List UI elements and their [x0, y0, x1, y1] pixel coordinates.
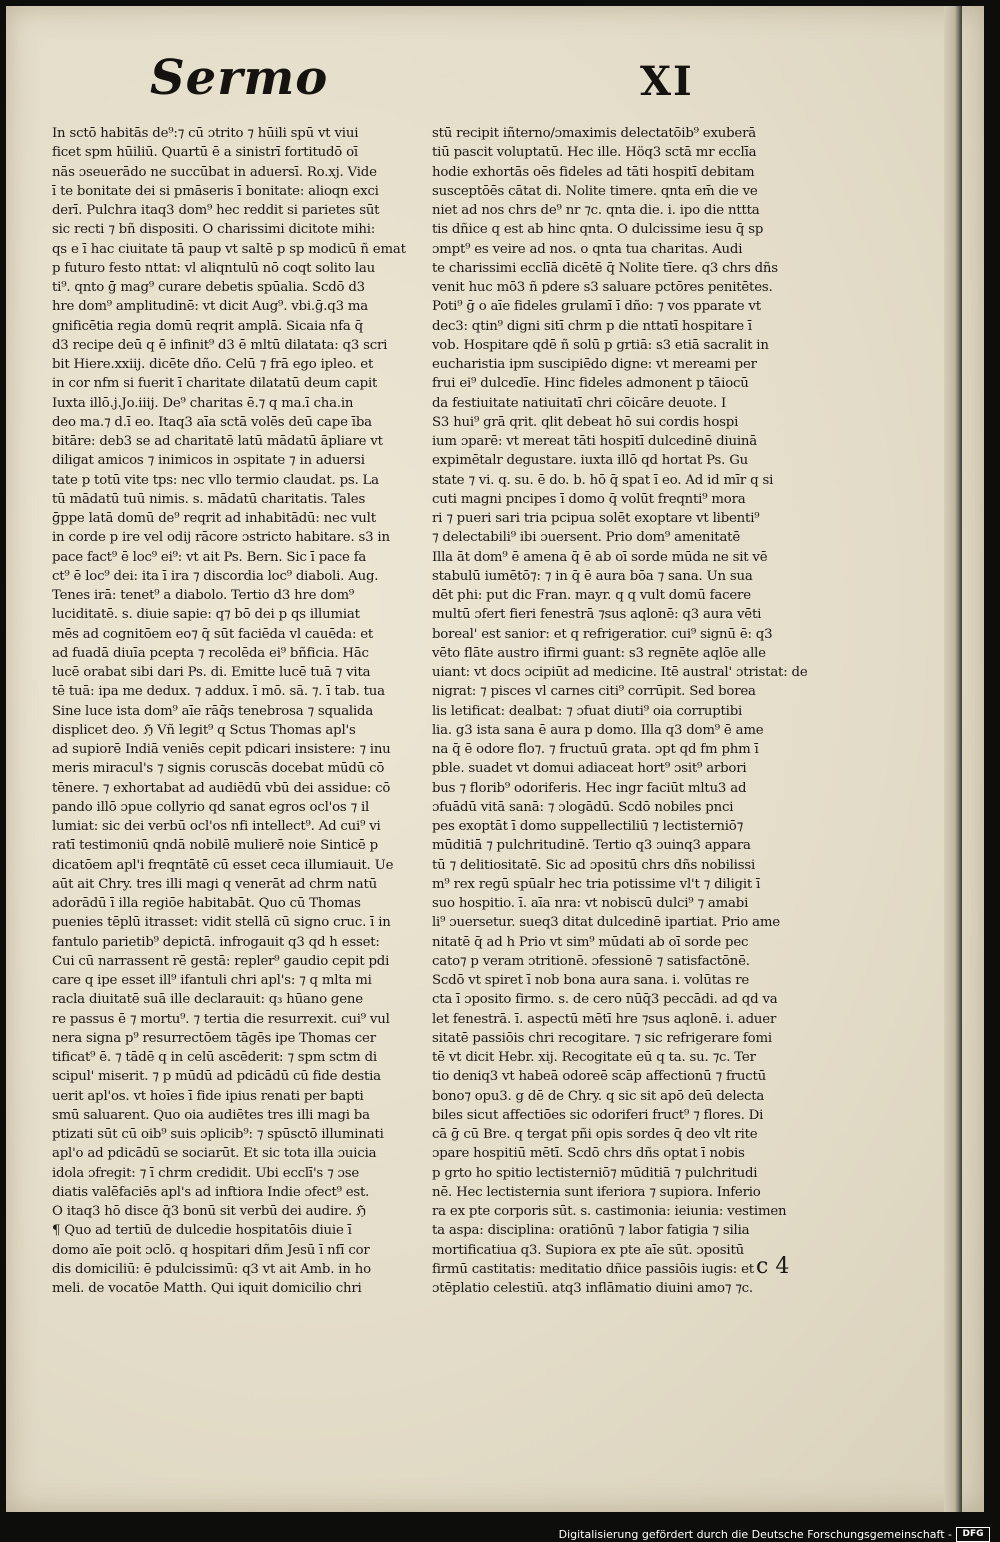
text-line: mēs ad cognitōem eo⁊ q̄ sūt faciēda vl cauēda: et — [52, 626, 374, 642]
text-line: ct⁹ ē loc⁹ dei: ita ī ira ⁊ discordia loc⁹ diaboli. Aug. — [52, 568, 379, 584]
text-line: ri ⁊ pueri sari tria pcipua solēt exoptare vt libenti⁹ — [432, 511, 760, 526]
text-line: bus ⁊ florib⁹ odoriferis. Hec ingr faciūt mltu3 ad — [432, 780, 747, 796]
leaf-number: XI — [640, 58, 694, 105]
text-line: pando illō ɔpue collyrio qd sanat egros ocl'os ⁊ il — [52, 799, 370, 815]
text-line: bit Hiere.xxiij. dicēte dño. Celū ⁊ frā ego ipleo. et — [52, 357, 374, 372]
text-line: let fenestrā. ī. aspectū mētī hre ⁊sus aqlonē. i. aduer — [432, 1011, 777, 1027]
text-line: biles sicut affectiōes sic odoriferi fruct⁹ ⁊ flores. Di — [432, 1107, 764, 1123]
text-line: ra ex pte corporis sūt. s. castimonia: ieiunia: vestimen — [432, 1204, 787, 1219]
text-line: uerit apl'os. vt hoīes ī fide ipius renati per bapti — [52, 1088, 364, 1104]
text-line: adorādū ī illa regiōe habitabāt. Quo cū Thomas — [52, 896, 361, 911]
text-line: In sctō habitās de⁹:⁊ cū ɔtrito ⁊ hūili spū vt viui — [52, 126, 359, 141]
text-line: qs e ī hac ciuitate tā paup vt saltē p sp modicū ñ emat — [52, 241, 406, 257]
text-line: O itaq3 hō disce q̄3 bonū sit verbū dei audire. ℌ — [52, 1204, 366, 1219]
text-line: derī. Pulchra itaq3 dom⁹ hec reddit si parietes sūt — [52, 203, 380, 218]
text-line: vob. Hospitare qdē ñ solū p grtiā: s3 etiā sacralit in — [432, 337, 769, 353]
text-line: in cor nfm si fuerit ī charitate dilatatū deum capit — [52, 376, 378, 392]
text-line: lucē orabat sibi dari Ps. di. Emitte lucē tuā ⁊ vita — [52, 665, 371, 680]
text-line: state ⁊ vi. q. su. ē do. b. hō q̄ spat ī eo. Ad id mīr q si — [432, 472, 774, 488]
text-line: tate p totū vite tps: nec vllo termio claudat. ps. La — [52, 472, 379, 488]
text-line: nigrat: ⁊ pisces vl carnes citi⁹ corrūpit. Sed borea — [432, 684, 756, 700]
signature-mark: c 4 — [756, 1254, 790, 1279]
text-line: hre dom⁹ amplitudinē: vt dicit Aug⁹. vbi.ḡ.q3 ma — [52, 299, 369, 315]
text-line: dēt phi: put dic Fran. mayr. q q vult domū facere — [432, 588, 751, 603]
text-line: pble. suadet vt domui adiaceat hort⁹ ɔsit⁹ arbori — [432, 761, 747, 777]
text-line: ɔmpt⁹ es veire ad nos. o qnta tua charitas. Audi — [432, 241, 743, 257]
text-line: Scdō vt spiret ī nob bona aura sana. i. volūtas re — [432, 973, 750, 988]
text-line: stū recipit iñterno/ɔmaximis delectatōib⁹ exuberā — [432, 126, 756, 141]
text-line: ɔtēplatio celestiū. atq3 inflāmatio diuini amo⁊ ⁊c. — [432, 1281, 753, 1296]
text-line: susceptōēs cātat di. Nolite timere. qnta em̄ die ve — [432, 183, 758, 199]
text-line: hodie exhortās oēs fideles ad tāti hospitī debitam — [432, 164, 755, 180]
left-text-column — [52, 124, 447, 1298]
text-line: Sine luce ista dom⁹ aīe rāq̄s tenebrosa ⁊ squalida — [52, 703, 374, 719]
text-line: tē vt dicit Hebr. xij. Recogitate eū q ta. su. ⁊c. Ter — [432, 1050, 756, 1065]
text-line: ad supiorē Indiā veniēs cepit pdicari insistere: ⁊ inu — [52, 742, 391, 757]
text-line: cta ī ɔposito firmo. s. de cero nūq̄3 peccādi. ad qd va — [432, 992, 778, 1008]
text-line: fantulo parietib⁹ depictā. infrogauit q3 qd h esset: — [52, 934, 380, 950]
text-line: apl'o ad pdicādū se sociarūt. Et sic tota illa ɔuicia — [52, 1146, 377, 1162]
footer-credit: Digitalisierung gefördert durch die Deutsche Forschungsgemeinschaft - — [558, 1528, 952, 1541]
text-line: ficet spm hūiliū. Quartū ē a sinistrī fortitudō oī — [52, 145, 358, 161]
text-line: m⁹ rex regū spūalr hec tria potissime vl't ⁊ diligit ī — [432, 876, 761, 892]
text-line: vēto flāte austro ifirmi guant: s3 regnēte aqlōe alle — [432, 645, 766, 661]
text-line: tē tuā: ipa me dedux. ⁊ addux. ī mō. sā. ⁊. ī tab. tua — [52, 684, 385, 700]
text-line: in corde p ire vel odij rācore ɔstricto habitare. s3 in — [52, 530, 390, 546]
text-line: p grto ho spitio lectisterniō⁊ mūditiā ⁊ pulchritudi — [432, 1165, 758, 1181]
text-line: ḡppe latā domū de⁹ reqrit ad inhabitādū: nec vult — [52, 511, 376, 526]
running-title: Sermo — [150, 50, 329, 106]
text-line: Tenes irā: tenet⁹ a diabolo. Tertio d3 hre dom⁹ — [52, 588, 354, 603]
text-line: care q ipe esset ill⁹ ifantuli chri apl's: ⁊ q mlta mi — [52, 973, 372, 988]
text-line: stabulū iumētō⁊: ⁊ in q̄ ē aura bōa ⁊ sana. Un sua — [432, 568, 753, 584]
text-line: lis letificat: dealbat: ⁊ ɔfuat diuti⁹ oia corruptibi — [432, 703, 743, 719]
text-line: S3 hui⁹ grā qrit. qlit debeat hō sui cordis hospi — [432, 414, 739, 430]
text-line: meris miracul's ⁊ signis coruscās docebat mūdū cō — [52, 761, 385, 777]
text-line: tū ⁊ delitiositatē. Sic ad ɔpositū chrs dñs nobilissi — [432, 857, 756, 873]
text-line: tū mādatū tuū nimis. s. mādatū charitatis. Tales — [52, 491, 366, 507]
text-line: dicatōem apl'i freqntātē cū esset ceca illumiauit. Ue — [52, 857, 394, 873]
text-line: venit huc mō3 ñ pdere s3 saluare pctōres penitētes. — [432, 280, 773, 295]
text-line: ɔpare hospitiū mētī. Scdō chrs dñs optat ī nobis — [432, 1146, 745, 1162]
dfg-logo-icon: DFG — [956, 1527, 990, 1542]
text-line: ɔfuādū vitā sanā: ⁊ ɔlogādū. Scdō nobiles pnci — [432, 799, 734, 815]
text-line: boreal' est sanior: et q refrigeratior. cui⁹ signū ē: q3 — [432, 626, 773, 642]
text-line: eucharistia ipm suscipiēdo digne: vt mereami per — [432, 357, 757, 372]
text-line: Cui cū narrassent rē gestā: repler⁹ gaudio cepit pdi — [52, 953, 390, 969]
text-line: bono⁊ opu3. g dē de Chry. q sic sit apō deū delecta — [432, 1088, 765, 1104]
text-line: smū saluarent. Quo oia audiētes tres illi magi ba — [52, 1107, 370, 1123]
text-line: ti⁹. qnto ḡ mag⁹ curare debetis spūalia. Scdō d3 — [52, 280, 365, 295]
text-line: tis dñice q est ab hinc qnta. O dulcissime iesu q̄ sp — [432, 222, 764, 238]
text-line: expimētalr degustare. iuxta illō qd hortat Ps. Gu — [432, 453, 749, 469]
text-line: ratī testimoniū qndā nobilē mulierē noie Sinticē p — [52, 838, 378, 854]
text-line: pes exoptāt ī domo suppellectiliū ⁊ lectisterniō⁊ — [432, 819, 744, 834]
text-line: ium ɔparē: vt mereat tāti hospitī dulcedinē diuinā — [432, 434, 757, 449]
text-line: diligat amicos ⁊ inimicos in ɔspitate ⁊ in aduersi — [52, 453, 365, 469]
text-line: ta aspa: disciplina: oratiōnū ⁊ labor fatigia ⁊ silia — [432, 1223, 750, 1239]
text-line: cato⁊ p veram ɔtritionē. ɔfessionē ⁊ satisfactōnē. — [432, 953, 750, 969]
text-line: niet ad nos chrs de⁹ nr ⁊c. qnta die. i. ipo die nttta — [432, 203, 760, 218]
text-line: racla diuitatē suā ille declarauit: q₃ hūano gene — [52, 992, 363, 1008]
text-line: tio deniq3 vt habeā odoreē scāp affectionū ⁊ fructū — [432, 1069, 766, 1085]
text-line: li⁹ ɔuersetur. sueq3 ditat dulcedinē ipartiat. Prio ame — [432, 915, 780, 931]
text-line: ¶ Quo ad tertiū de dulcedie hospitatōis diuie ī — [52, 1223, 352, 1239]
text-line: pace fact⁹ ē loc⁹ ei⁹: vt ait Ps. Bern. Sic ī pace fa — [52, 549, 367, 565]
right-text-column — [432, 124, 827, 1298]
text-line: dis domiciliū: ē pdulcissimū: q3 vt ait Amb. in ho — [52, 1261, 371, 1277]
text-line: deo ma.⁊ d.ī eo. Itaq3 aīa sctā volēs deū cape ība — [52, 414, 372, 430]
text-line: bitāre: deb3 se ad charitatē latū mādatū āpliare vt — [52, 434, 383, 449]
text-line: multū ɔfert fieri fenestrā ⁊sus aqlonē: q3 aura vēti — [432, 607, 762, 623]
text-line: cā ḡ cū Bre. q tergat pñi opis sordes q̄ deo vlt rite — [432, 1127, 758, 1142]
text-line: luciditatē. s. diuie sapie: q⁊ bō dei p qs illumiat — [52, 607, 360, 623]
text-line: scipul' miserit. ⁊ p mūdū ad pdicādū cū fide destia — [52, 1069, 381, 1085]
text-line: tificat⁹ ē. ⁊ tādē q in celū ascēderit: ⁊ spm sctm di — [52, 1050, 377, 1065]
text-line: meli. de vocatōe Matth. Qui iquit domicilio chri — [52, 1281, 362, 1296]
text-line: da festiuitate natiuitatī chri cōicāre deuote. I — [432, 395, 727, 411]
text-line: sitatē passiōis chri recogitare. ⁊ sic refrigerare fomi — [432, 1030, 772, 1046]
text-line: displicet deo. ℌ Vñ legit⁹ q Sctus Thomas apl's — [52, 722, 356, 738]
text-line: Illa āt dom⁹ ē amena q̄ ē ab oī sorde mūda ne sit vē — [432, 549, 768, 565]
text-line: tiū pascit voluptatū. Hec ille. Höq3 sctā mr ecclīa — [432, 145, 757, 161]
digitization-footer — [0, 1512, 1000, 1541]
text-line: ptizati sūt cū oib⁹ suis ɔplicib⁹: ⁊ spūsctō illuminati — [52, 1127, 384, 1142]
text-line: gnificētia regia domū reqrit amplā. Sicaia nfa q̄ — [52, 318, 363, 334]
text-line: ⁊ delectabili⁹ ibi ɔuersent. Prio dom⁹ amenitatē — [432, 530, 740, 546]
text-line: ad fuadā diuīa pcepta ⁊ recolēda ei⁹ bñficia. Hāc — [52, 645, 369, 661]
text-line: re passus ē ⁊ mortu⁹. ⁊ tertia die resurrexit. cui⁹ vul — [52, 1011, 390, 1027]
text-line: na q̄ ē odore flo⁊. ⁊ fructuū grata. ɔpt qd fm phm ī — [432, 742, 759, 757]
text-line: aūt ait Chry. tres illi magi q venerāt ad chrm natū — [52, 876, 377, 892]
text-line: nitatē q̄ ad h Prio vt sim⁹ mūdati ab oī sorde pec — [432, 934, 749, 950]
text-line: nera signa p⁹ resurrectōem tāgēs ipe Thomas cer — [52, 1030, 376, 1046]
text-line: domo aīe poit ɔclō. q hospitari dñm Jesū ī nfī cor — [52, 1242, 370, 1258]
text-line: diatis valēfaciēs apl's ad inftiora Indie ɔfect⁹ est. — [52, 1184, 370, 1200]
text-line: p futuro festo nttat: vl aliqntulū nō coqt solito lau — [52, 260, 375, 276]
page-edge — [944, 6, 962, 1512]
text-line: nās ɔseuerādo ne succūbat in aduersī. Ro.xj. Vide — [52, 164, 377, 180]
text-line: Iuxta illō.j.Jo.iiij. De⁹ charitas ē.⁊ q ma.ī cha.in — [52, 395, 354, 411]
text-line: Poti⁹ ḡ o aīe fideles grulamī ī dño: ⁊ vos pparate vt — [432, 299, 761, 315]
text-line: cuti magni pncipes ī domo q̄ volūt freqnti⁹ mora — [432, 491, 746, 507]
text-line: nē. Hec lectisternia sunt iferiora ⁊ supiora. Inferio — [432, 1184, 761, 1200]
text-line: puenies tēplū itrasset: vidit stellā cū signo cruc. ī in — [52, 915, 391, 931]
text-line: d3 recipe deū q ē infinit⁹ d3 ē mltū dilatata: q3 scri — [52, 337, 388, 353]
text-line: dec3: qtin⁹ digni sitī chrm p die nttatī hospitare ī — [432, 318, 752, 334]
text-line: suo hospitio. ī. aīa nra: vt nobiscū dulci⁹ ⁊ amabi — [432, 896, 749, 911]
text-line: te charissimi ecclīā dicētē q̄ Nolite tīere. q3 chrs dñs — [432, 260, 778, 276]
text-line: sic recti ⁊ bñ dispositi. O charissimi dicitote mihi: — [52, 222, 376, 238]
text-line: idola ɔfregit: ⁊ ī chrm credidit. Ubi ecclī's ⁊ ɔse — [52, 1165, 360, 1181]
text-line: firmū castitatis: meditatio dñice passiōis iugis: et — [432, 1261, 754, 1277]
text-line: mortificatiua q3. Supiora ex pte aīe sūt. ɔpositū — [432, 1242, 744, 1258]
text-line: mūditiā ⁊ pulchritudinē. Tertio q3 ɔuinq3 appara — [432, 838, 751, 854]
text-line: lumiat: sic dei verbū ocl'os nfi intellect⁹. Ad cui⁹ vi — [52, 819, 381, 834]
text-line: uiant: vt docs ɔcipiūt ad medicine. Itē austral' ɔtristat: de — [432, 665, 808, 680]
text-line: frui ei⁹ dulcedīe. Hinc fideles admonent p tāiocū — [432, 376, 749, 392]
text-line: lia. g3 ista sana ē aura p domo. Illa q3 dom⁹ ē ame — [432, 722, 764, 738]
text-line: tēnere. ⁊ exhortabat ad audiēdū vbū dei assidue: cō — [52, 780, 391, 796]
text-line: ī te bonitate dei si pmāseris ī bonitate: alioqn exci — [52, 183, 379, 199]
